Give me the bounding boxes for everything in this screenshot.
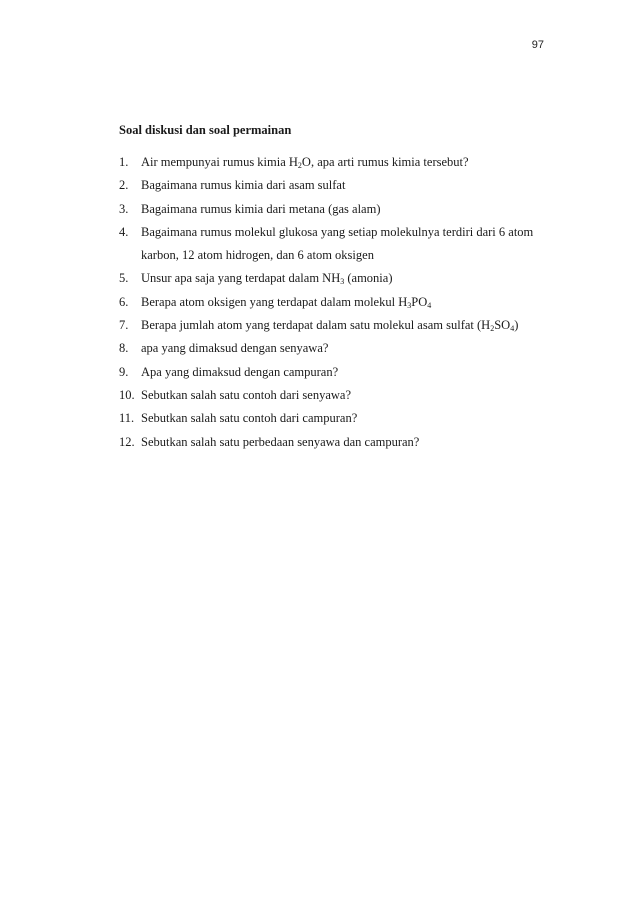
question-item: [119, 431, 559, 454]
text-run: Berapa atom oksigen yang terdapat dalam molekul H: [141, 294, 408, 309]
text-run: Bagaimana rumus molekul glukosa yang setiap molekulnya terdiri dari 6 atom karbon, 12 atom hidrogen, dan 6 atom oksigen: [141, 224, 534, 263]
question-item: [119, 337, 559, 360]
question-text: [141, 314, 559, 337]
question-item: [119, 407, 559, 430]
question-item: [119, 174, 559, 197]
question-number: 7.: [119, 318, 129, 333]
question-text: [141, 267, 559, 290]
subscript: 4: [427, 300, 432, 310]
text-run: Air mempunyai rumus kimia H: [141, 155, 298, 169]
question-text: [141, 221, 559, 268]
question-item: [119, 198, 559, 221]
question-number: 6.: [119, 294, 129, 309]
text-run: SO: [494, 318, 511, 333]
question-number: 2.: [119, 178, 129, 193]
text-run: O, apa arti rumus kimia tersebut?: [301, 155, 469, 169]
question-number: 1.: [119, 155, 129, 169]
text-run: Bagaimana rumus kimia dari asam sulfat: [141, 178, 346, 193]
question-text: [141, 407, 559, 430]
question-text: [141, 384, 559, 407]
question-text: [141, 174, 559, 197]
text-run: Apa yang dimaksud dengan campuran?: [141, 364, 339, 379]
question-text: [141, 151, 559, 174]
text-run: Berapa jumlah atom yang terdapat dalam satu molekul asam sulfat (H: [141, 318, 491, 333]
question-number: 8.: [119, 341, 129, 356]
question-number: 11.: [119, 411, 135, 426]
question-item: [119, 291, 559, 314]
subscript: 2: [490, 324, 495, 334]
question-item: [119, 384, 559, 407]
question-item: [119, 221, 559, 268]
question-number: 4.: [119, 224, 129, 239]
text-run: (amonia): [344, 271, 393, 286]
question-item: [119, 314, 559, 337]
question-text: [141, 431, 559, 454]
question-list: [119, 151, 559, 454]
question-number: 3.: [119, 201, 129, 216]
document-body: [119, 122, 559, 454]
page-number: 97: [531, 39, 544, 51]
question-text: [141, 198, 559, 221]
question-item: [119, 361, 559, 384]
text-run: PO: [411, 294, 428, 309]
question-number: 9.: [119, 364, 129, 379]
question-item: [119, 267, 559, 290]
question-text: [141, 291, 559, 314]
text-run: Sebutkan salah satu contoh dari senyawa?: [141, 387, 352, 402]
text-run: Unsur apa saja yang terdapat dalam NH: [141, 271, 341, 286]
text-run: Bagaimana rumus kimia dari metana (gas alam): [141, 201, 381, 216]
text-run: Sebutkan salah satu perbedaan senyawa dan campuran?: [141, 434, 420, 449]
text-run: ): [514, 318, 519, 333]
subscript: 3: [340, 277, 345, 287]
subscript: 3: [407, 300, 412, 310]
question-number: 5.: [119, 271, 129, 286]
section-heading: Soal diskusi dan soal permainan: [119, 123, 292, 137]
question-text: [141, 361, 559, 384]
subscript: 4: [510, 324, 515, 334]
subscript: 2: [297, 161, 302, 170]
question-number: 12.: [119, 434, 135, 449]
question-text: [141, 337, 559, 360]
question-item: [119, 151, 559, 174]
text-run: apa yang dimaksud dengan senyawa?: [141, 341, 329, 356]
question-number: 10.: [119, 387, 135, 402]
text-run: Sebutkan salah satu contoh dari campuran?: [141, 411, 358, 426]
